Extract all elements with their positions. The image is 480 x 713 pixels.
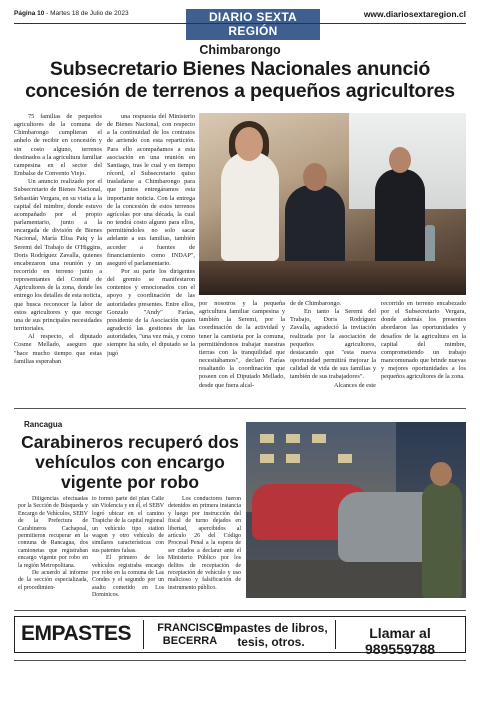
story2-kicker: Rancagua: [24, 420, 63, 429]
ad-brand: EMPASTES: [21, 622, 131, 645]
ad-name-line: FRANCISCO: [157, 622, 223, 634]
story1-paragraph: Al respecto, el diputado Cosme Mellado, aseguro que "hace mucho tiempo que estas familias esperaban: [14, 333, 102, 365]
photo-person: [221, 151, 279, 261]
story2-column-1: [18, 496, 88, 608]
masthead: DIARIO SEXTA REGIÓN: [186, 9, 320, 40]
header-rule: [14, 23, 466, 24]
story1-paragraph: de de Chimbarongo.: [290, 300, 342, 307]
story1-headline: Subsecretario Bienes Nacionales anunció concesión de terrenos a pequeños agricultores: [25, 58, 455, 102]
ad-description-line: tesis, otros.: [237, 635, 305, 649]
story1-paragraph: Un anuncio realizado por el Subsecretario de Bienes Nacional, Sebastián Vergara, en su visita a la capital del mimbre, donde estuvo acompañado por el propio parlamentario, junto a la encargada de división de Bienes Nacional, María Elisa Paiq y la Seremi del Trabajo de O'Higgins, Doris Rodríguez Zavalla, quienes encabezaron una reunión y un recorrido en terreno junto a representantes del Comité de Agricultores de la zona, donde les entrego los detalles de esta noticia, que busca reconocer la labor de estos agricultores y que recoge una de sus principales necesidades territoriales.: [14, 178, 102, 333]
photo-person: [375, 169, 425, 265]
story2-paragraph: De acuerdo al informe de la sección especializada, el procedimien-: [18, 570, 88, 591]
footer-divider: [14, 660, 466, 661]
story1-paragraph: recorrido en terreno encabezado por el Subsecretario Vergara, donde además los presentes abordaron las oportunidades y desafíos de la agricultura en la capital del mimbre, comprometiendo un trabajo mancomunado que brinde nuevas y mejores oportunidades a los pequeños agricultores de la zona.: [381, 300, 466, 381]
story1-column-2: [107, 113, 195, 401]
story1-paragraph: por nosotros y la pequeña agricultura familiar campesina y también la Seremi, por la coordinación de la actividad y tener la camiseta por la comuna, permitiéndonos trabajar nuestras tierras con la tranquilidad que necesitábamos", declaró Farías resaltando la coordinación que poseen con el Diputado Mellado, desde que fuera alcal-: [199, 300, 285, 389]
story2-column-2: [92, 496, 164, 608]
story1-paragraph: 75 familias de pequeños agricultores de la comuna de Chimbarongo cumplieran el anhelo de recibir en concesión y sin costo alguno, terrenos destinados a la agricultura familiar campesina en el sector del Embalse de Convento Viejo.: [14, 113, 102, 178]
story1-paragraph: una respuesta del Ministerio de Bienes Nacional, con respecto a la continuidad de los contratos de arriendo con esta repartición. Para ello acompañamos a esta asociación en una reunión en Santiago, tras le cual y en tiempo récord, el Subsecretario quiso trasladarse a Chimbarongo para que juntos entregáramos esta importante noticia. Con la entrega de la concesión de estos terrenos agrícolas por una década, la cual no tendrá costo alguno para ellos, permitiéndoles no solo sacar adelante a sus familias, también acceder a fuentes de financiamiento como INDAP", aseguró el parlamentario.: [107, 113, 195, 267]
story1-column-1: [14, 113, 102, 401]
page-number: Página 10: [14, 10, 45, 17]
story1-paragraph: Alcances de este: [334, 381, 376, 389]
story1-column-3: [199, 300, 285, 401]
story2-headline: Carabineros recuperó dos vehículos con encargo vigente por robo: [21, 432, 239, 492]
story1-column-5: [381, 300, 466, 401]
website-link[interactable]: www.diariosextaregion.cl: [363, 9, 466, 19]
photo-officer: [422, 482, 462, 598]
story2-paragraph: Diligencias efectuadas por la Sección de Búsqueda y Encargo de Vehículos, SEBV de la Prefectura de Carabineros Cachapoal, permitieron recuperar en la comuna de Rancagua, dos camionetas que registraban encargo vigente por robo en la región Metropolitana.: [18, 496, 88, 569]
story2-paragraph: to formó parte del plan Calle sin Violencia y en él, el SEBV logró ubicar en el camino Trapiche de la capital regional un vehículo tipo station wagon y otro vehículo de similares características con sus patentes falsas.: [92, 496, 164, 554]
page-header: [14, 8, 466, 42]
story1-photo: [199, 113, 466, 295]
story1-column-4: [290, 300, 376, 401]
ad-description: [211, 621, 331, 649]
story1-kicker: Chimbarongo: [199, 43, 281, 57]
photo-table: [199, 261, 466, 295]
section-divider: [14, 610, 466, 611]
story1-paragraph: Por su parte los dirigentes del gremio se manifestaron contentos y emocionados con el apoyo y coordinación de las autoridades presentes. Entre ellos, Gonzalo "Andy" Farías, presidente de la Asociación quien agradeció las gestiones de las autoridades, "una vez más, y como siempre ha sido, el diputado se la jugó: [107, 267, 195, 357]
story2-photo: [246, 422, 466, 598]
story2-paragraph: Los conductores fueron detenidos en primera instancia y luego por instrucción del fiscal de turno dejados en libertad, apercibidos al artículo 26 del Código Procesal Penal a la espera de ser citados a declarar ante el Ministerio Público por los delitos de receptación de receptación de vehículo y uso malicioso y falsificación de instrumento público.: [168, 496, 241, 591]
ad-name-line: BECERRA: [162, 635, 218, 647]
page-info: [14, 10, 129, 17]
ad-description-line: Empastes de libros,: [214, 621, 328, 635]
story2-column-3: [168, 496, 241, 608]
ad-phone[interactable]: Llamar al 989559788: [364, 625, 436, 657]
classified-ad: [14, 616, 466, 657]
story1-paragraph: En tanto la Seremi del Trabajo, Doris Rodríguez Zavalla, agradeció la invitación realizada por la asociación de pequeños agricultores, destacando que "esta nueva oportunidad permitirá mejorar la calidad de vida de sus familias y también de sus trabajadores".: [290, 308, 376, 381]
issue-date: - Martes 18 de Julio de 2023: [46, 10, 129, 17]
story2-paragraph: El primero de los vehículos registraba encargo por robo en la comuna de Las Condes y el segundo por un asalto cometido en Los Dominicos.: [92, 555, 164, 599]
section-divider: [14, 408, 466, 409]
